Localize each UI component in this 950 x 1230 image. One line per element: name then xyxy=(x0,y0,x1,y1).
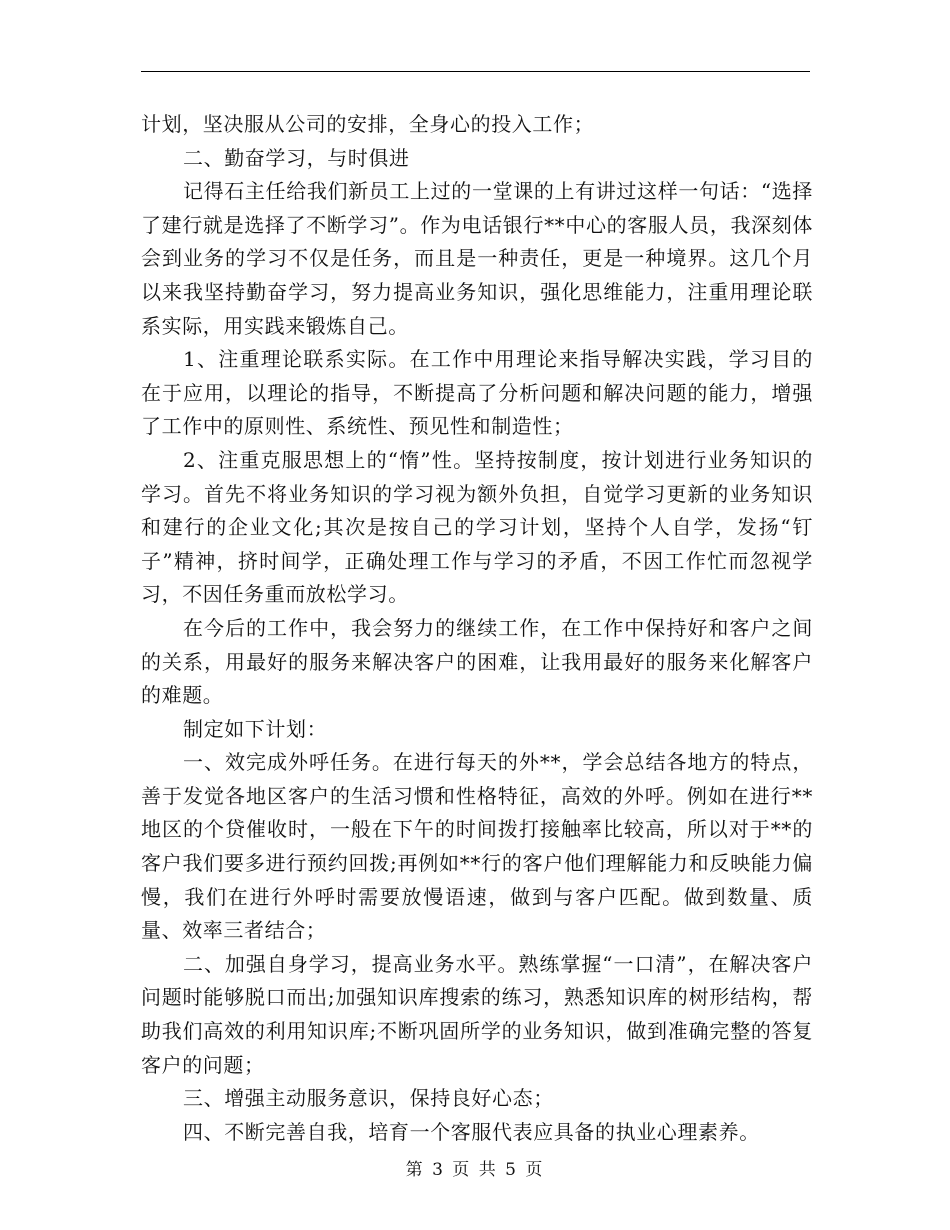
paragraph: 在今后的工作中，我会努力的继续工作，在工作中保持好和客户之间的关系，用最好的服务来解决客户的困难，让我用最好的服务来化解客户的难题。 xyxy=(141,615,813,708)
paragraph: 三、增强主动服务意识，保持良好心态； xyxy=(183,1086,554,1111)
document-body xyxy=(141,108,813,1149)
paragraph: 一、效完成外呼任务。在进行每天的外**，学会总结各地方的特点，善于发觉各地区客户的生活习惯和性格特征，高效的外呼。例如在进行**地区的个贷催收时，一般在下午的时间拨打接触率比较高，所以对于**的客户我们要多进行预约回拨;再例如**行的客户他们理解能力和反映能力偏慢，我们在进行外呼时需要放慢语速，做到与客户匹配。做到数量、质量、效率三者结合； xyxy=(141,750,813,943)
paragraph: 记得石主任给我们新员工上过的一堂课的上有讲过这样一句话：“选择了建行就是选择了不断学习”。作为电话银行**中心的客服人员，我深刻体会到业务的学习不仅是任务，而且是一种责任，更是一种境界。这几个月以来我坚持勤奋学习，努力提高业务知识，强化思维能力，注重用理论联系实际，用实践来锻炼自己。 xyxy=(141,179,813,338)
paragraph: 1、注重理论联系实际。在工作中用理论来指导解决实践，学习目的在于应用，以理论的指导，不断提高了分析问题和解决问题的能力，增强了工作中的原则性、系统性、预见性和制造性； xyxy=(141,347,813,439)
paragraph: 制定如下计划： xyxy=(183,716,328,741)
paragraph: 四、不断完善自我，培育一个客服代表应具备的执业心理素养。 xyxy=(183,1119,760,1144)
paragraph: 二、加强自身学习，提高业务水平。熟练掌握“一口清”，在解决客户问题时能够脱口而出;加强知识库搜索的练习，熟悉知识库的树形结构，帮助我们高效的利用知识库;不断巩固所学的业务知识，做到准确完整的答复客户的问题； xyxy=(141,951,813,1077)
paragraph: 2、注重克服思想上的“惰”性。坚持按制度，按计划进行业务知识的学习。首先不将业务知识的学习视为额外负担，自觉学习更新的业务知识和建行的企业文化;其次是按自己的学习计划，坚持个人自学，发扬“钉子”精神，挤时间学，正确处理工作与学习的矛盾，不因工作忙而忽视学习，不因任务重而放松学习。 xyxy=(141,447,813,607)
page-number-footer: 第 3 页 共 5 页 xyxy=(405,1160,545,1180)
paragraph: 计划，坚决服从公司的安排，全身心的投入工作； xyxy=(141,112,595,136)
section-heading: 二、勤奋学习，与时俱进 xyxy=(183,145,410,170)
header-rule xyxy=(141,71,810,72)
